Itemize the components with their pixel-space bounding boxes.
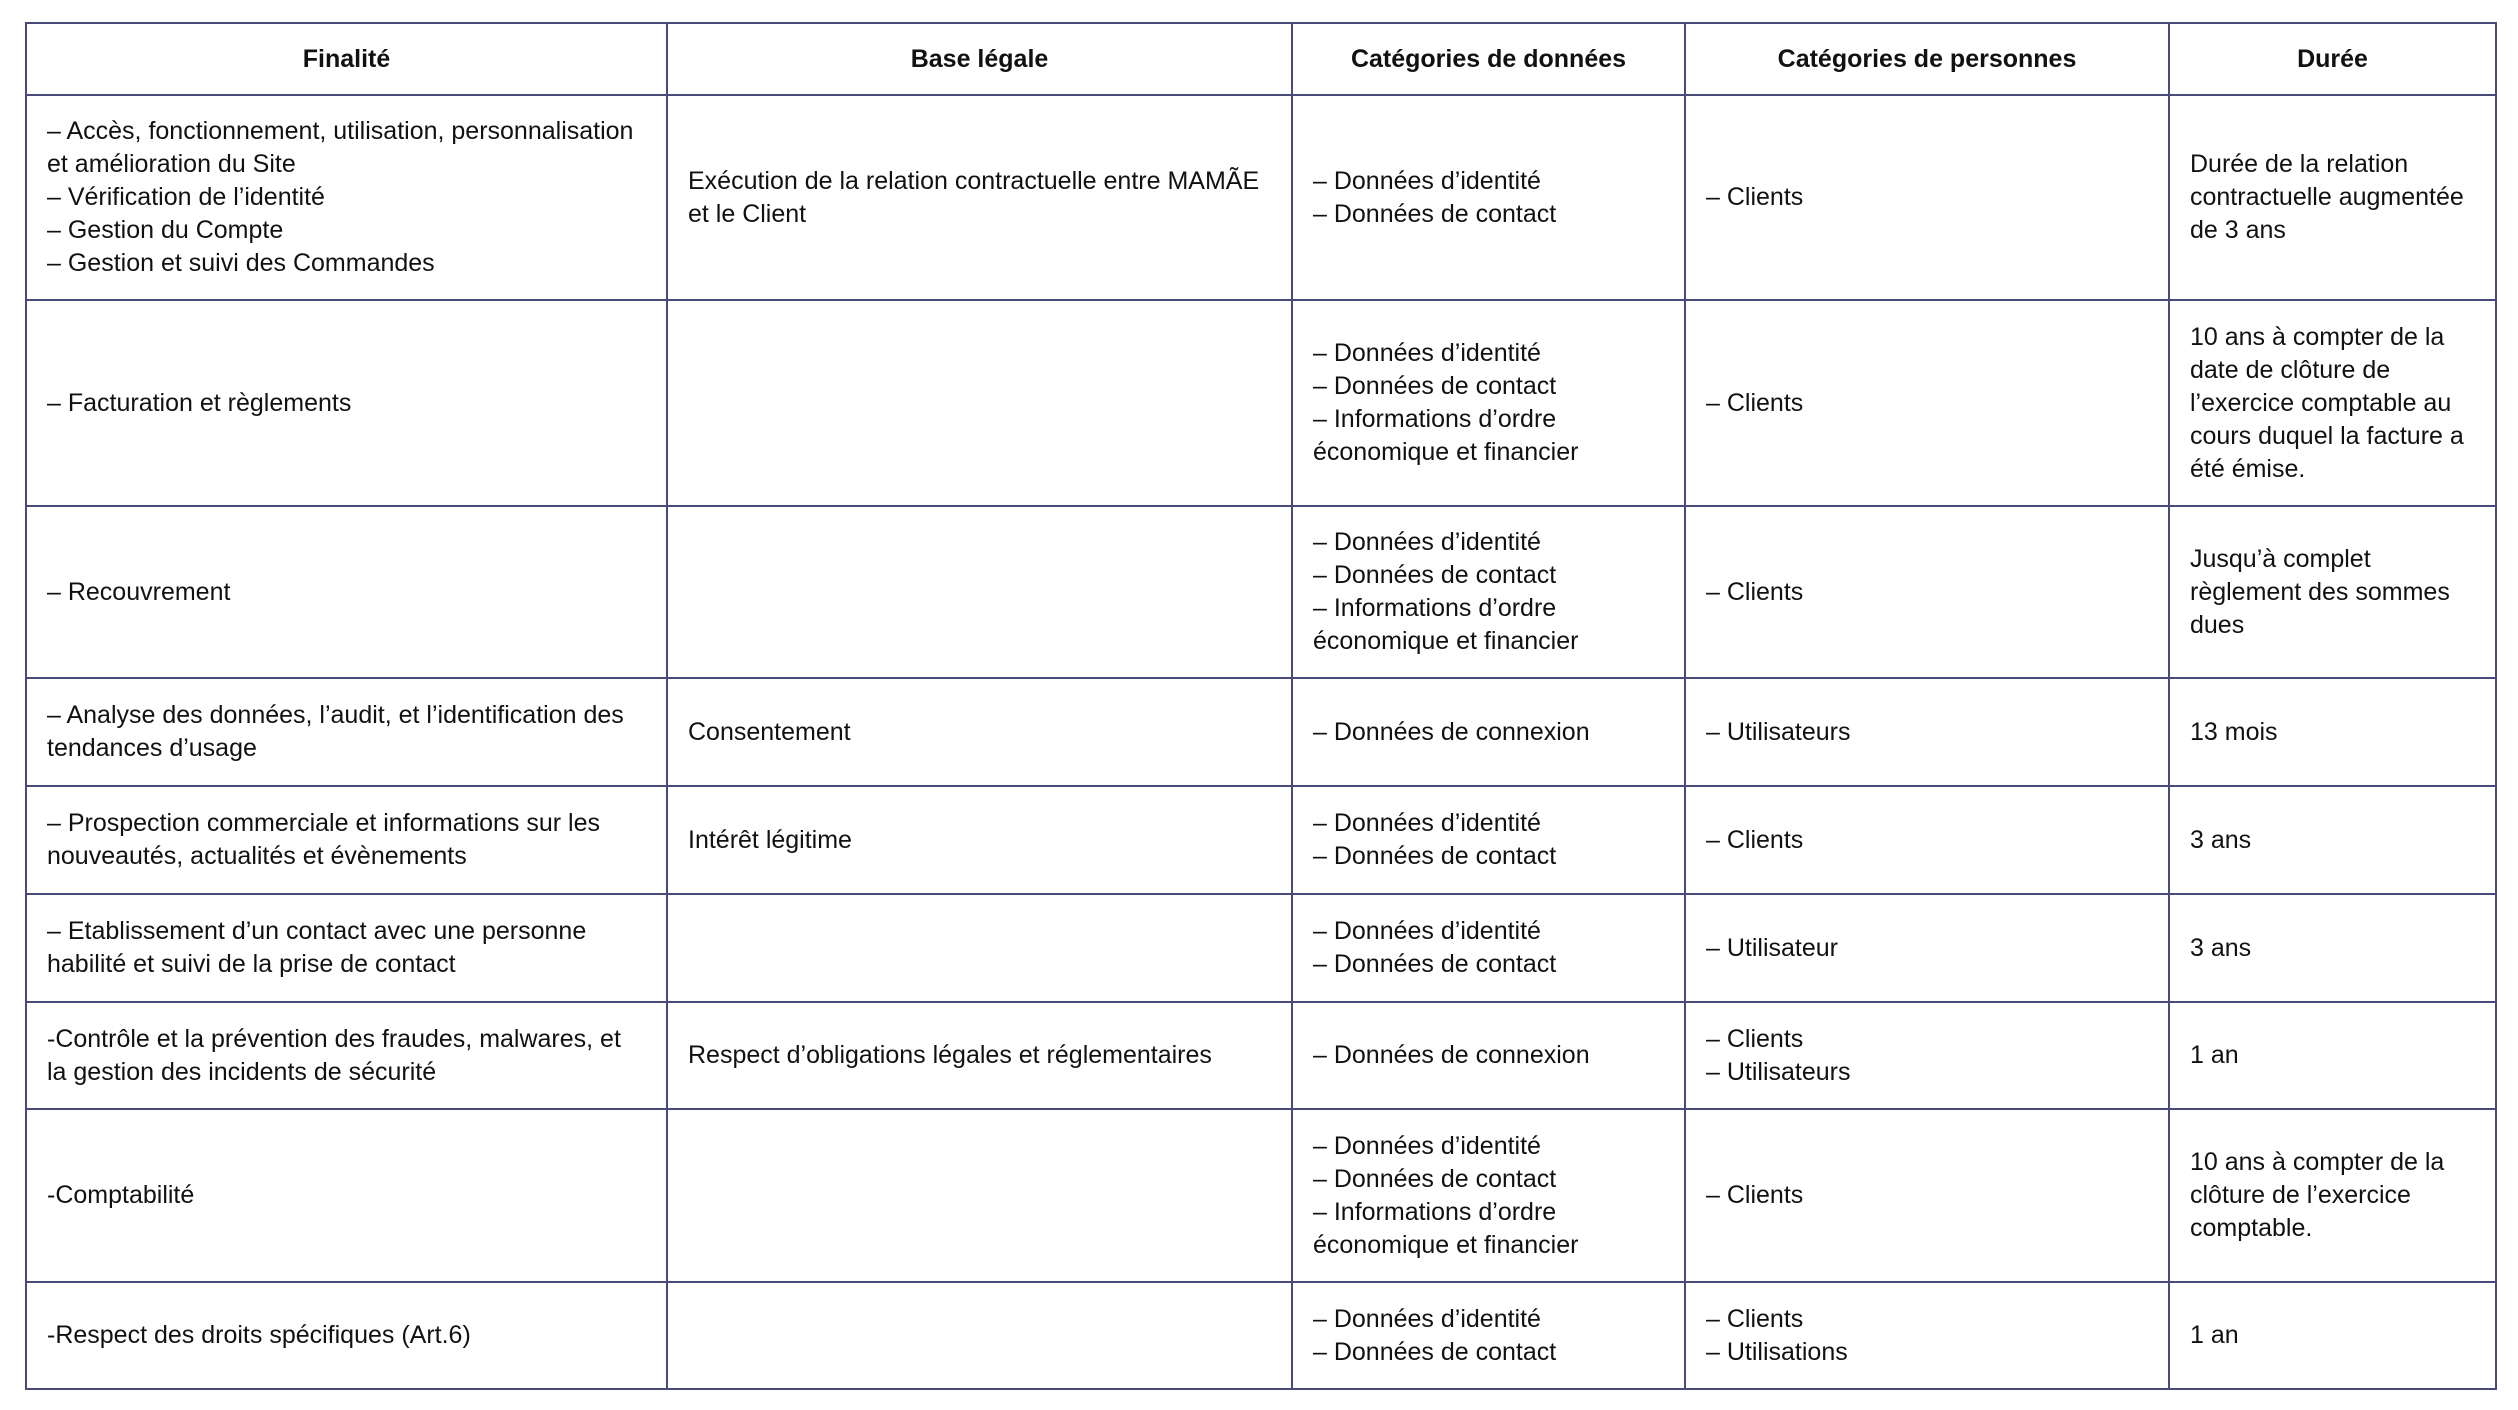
cell-text-line: – Accès, fonctionnement, utilisation, personnalisation et amélioration du Site [47,117,634,178]
cell-duree [2169,1282,2496,1389]
cell-base-legale [667,506,1292,678]
cell-text-line: Durée de la relation contractuelle augmentée de 3 ans [2190,150,2464,244]
cell-text-line: – Données d’identité [1313,528,1541,556]
cell-categories-donnees [1292,506,1685,678]
cell-base-legale [667,95,1292,300]
cell-text-line: – Données de contact [1313,1164,1557,1193]
cell-text-line: – Données de contact [1313,842,1557,870]
cell-categories-donnees [1292,1109,1685,1282]
cell-base-legale [667,1002,1292,1109]
table-row [26,1109,2496,1282]
cell-categories-personnes [1685,1109,2169,1282]
cell-categories-donnees [1292,300,1685,506]
cell-duree [2169,678,2496,786]
table-row [26,678,2496,786]
header-categories-personnes: Catégories de personnes [1685,23,2169,95]
table-row [26,1002,2496,1109]
cell-text-line: – Données de connexion [1313,717,1590,746]
cell-text-line: – Recouvrement [47,577,231,606]
cell-categories-personnes [1685,786,2169,894]
cell-text-line: – Analyse des données, l’audit, et l’identification des tendances d’usage [47,701,624,762]
cell-text-line: – Informations d’ordre économique et financier [1313,594,1579,655]
header-duree: Durée [2169,23,2496,95]
cell-text-line: – Données de contact [1313,199,1557,228]
cell-text-line: – Clients [1706,388,1804,417]
cell-text-line: – Données de contact [1313,950,1557,978]
cell-base-legale [667,894,1292,1002]
cell-text-line: – Données d’identité [1313,1131,1541,1160]
cell-text-line: – Clients [1706,1181,1804,1209]
cell-text-line: – Clients [1706,183,1804,211]
header-categories-donnees: Catégories de données [1292,23,1685,95]
cell-text-line: – Données de contact [1313,372,1557,400]
cell-text-line: -Contrôle et la prévention des fraudes, malwares, et la gestion des incidents de sécurité [47,1024,621,1086]
cell-finalite [26,1002,667,1109]
cell-base-legale [667,1282,1292,1389]
header-row [26,23,2496,95]
cell-base-legale [667,1109,1292,1282]
cell-categories-donnees [1292,95,1685,300]
cell-base-legale [667,786,1292,894]
cell-text-line: – Utilisateurs [1706,1057,1851,1086]
cell-finalite [26,786,667,894]
cell-categories-personnes [1685,1282,2169,1389]
cell-text-line: – Clients [1706,577,1804,606]
cell-text-line: – Utilisateur [1706,933,1838,962]
cell-text-line: – Clients [1706,825,1804,854]
cell-duree [2169,894,2496,1002]
cell-text-line: – Clients [1706,1304,1804,1333]
cell-text-line: Consentement [688,717,851,746]
cell-text-line: – Données d’identité [1313,917,1541,945]
cell-text-line: – Facturation et règlements [47,388,352,417]
cell-categories-personnes [1685,300,2169,506]
cell-text-line: – Utilisateurs [1706,717,1851,746]
cell-text-line: – Vérification de l’identité [47,183,325,211]
cell-categories-donnees [1292,1282,1685,1389]
cell-text-line: – Données d’identité [1313,166,1541,195]
cell-text-line: -Comptabilité [47,1181,195,1209]
cell-categories-personnes [1685,1002,2169,1109]
cell-duree [2169,506,2496,678]
cell-categories-donnees [1292,1002,1685,1109]
cell-text-line: – Données de contact [1313,561,1557,589]
cell-categories-personnes [1685,894,2169,1002]
cell-text-line: Exécution de la relation contractuelle entre MAMÃE et le Client [688,166,1260,228]
table-row [26,894,2496,1002]
cell-text-line: Intérêt légitime [688,825,852,854]
cell-text-line: – Gestion du Compte [47,216,284,244]
cell-text-line: 1 an [2190,1321,2239,1349]
cell-text-line: – Utilisations [1706,1337,1848,1366]
cell-base-legale [667,678,1292,786]
cell-finalite [26,506,667,678]
table-row [26,300,2496,506]
table-row [26,786,2496,894]
cell-duree [2169,786,2496,894]
cell-finalite [26,1282,667,1389]
cell-text-line: Respect d’obligations légales et réglementaires [688,1041,1212,1069]
cell-text-line: – Prospection commerciale et informations sur les nouveautés, actualités et évènements [47,809,601,870]
cell-duree [2169,95,2496,300]
header-base-legale: Base légale [667,23,1292,95]
cell-text-line: – Etablissement d’un contact avec une personne habilité et suivi de la prise de contact [47,917,587,978]
cell-text-line: Jusqu’à complet règlement des sommes dues [2190,544,2450,639]
cell-text-line: – Données de connexion [1313,1041,1590,1069]
cell-text-line: – Gestion et suivi des Commandes [47,249,435,277]
cell-text-line: 13 mois [2190,717,2278,746]
cell-duree [2169,1109,2496,1282]
cell-text-line: – Clients [1706,1024,1804,1053]
header-finalite: Finalité [26,23,667,95]
cell-categories-donnees [1292,678,1685,786]
cell-text-line: 3 ans [2190,825,2252,854]
table-row [26,506,2496,678]
table-row [26,1282,2496,1389]
cell-categories-personnes [1685,95,2169,300]
cell-categories-donnees [1292,894,1685,1002]
cell-text-line: 3 ans [2190,933,2252,962]
data-processing-table [25,22,2497,1390]
cell-text-line: 10 ans à compter de la clôture de l’exercice comptable. [2190,1148,2445,1242]
cell-categories-donnees [1292,786,1685,894]
cell-text-line: – Données d’identité [1313,1304,1541,1333]
cell-base-legale [667,300,1292,506]
cell-finalite [26,678,667,786]
cell-duree [2169,300,2496,506]
cell-finalite [26,95,667,300]
table-body [26,95,2496,1389]
cell-text-line: -Respect des droits spécifiques (Art.6) [47,1321,471,1349]
table-header [26,23,2496,95]
cell-text-line: 10 ans à compter de la date de clôture de l’exercice comptable au cours duquel la facture a été émise. [2190,322,2464,483]
cell-text-line: – Données d’identité [1313,339,1541,367]
cell-text-line: 1 an [2190,1041,2239,1069]
cell-text-line: – Données de contact [1313,1337,1557,1366]
cell-categories-personnes [1685,506,2169,678]
cell-text-line: – Informations d’ordre économique et financier [1313,1197,1579,1259]
cell-finalite [26,300,667,506]
table-row [26,95,2496,300]
cell-categories-personnes [1685,678,2169,786]
cell-finalite [26,1109,667,1282]
cell-finalite [26,894,667,1002]
cell-duree [2169,1002,2496,1109]
cell-text-line: – Informations d’ordre économique et financier [1313,405,1579,466]
cell-text-line: – Données d’identité [1313,809,1541,837]
